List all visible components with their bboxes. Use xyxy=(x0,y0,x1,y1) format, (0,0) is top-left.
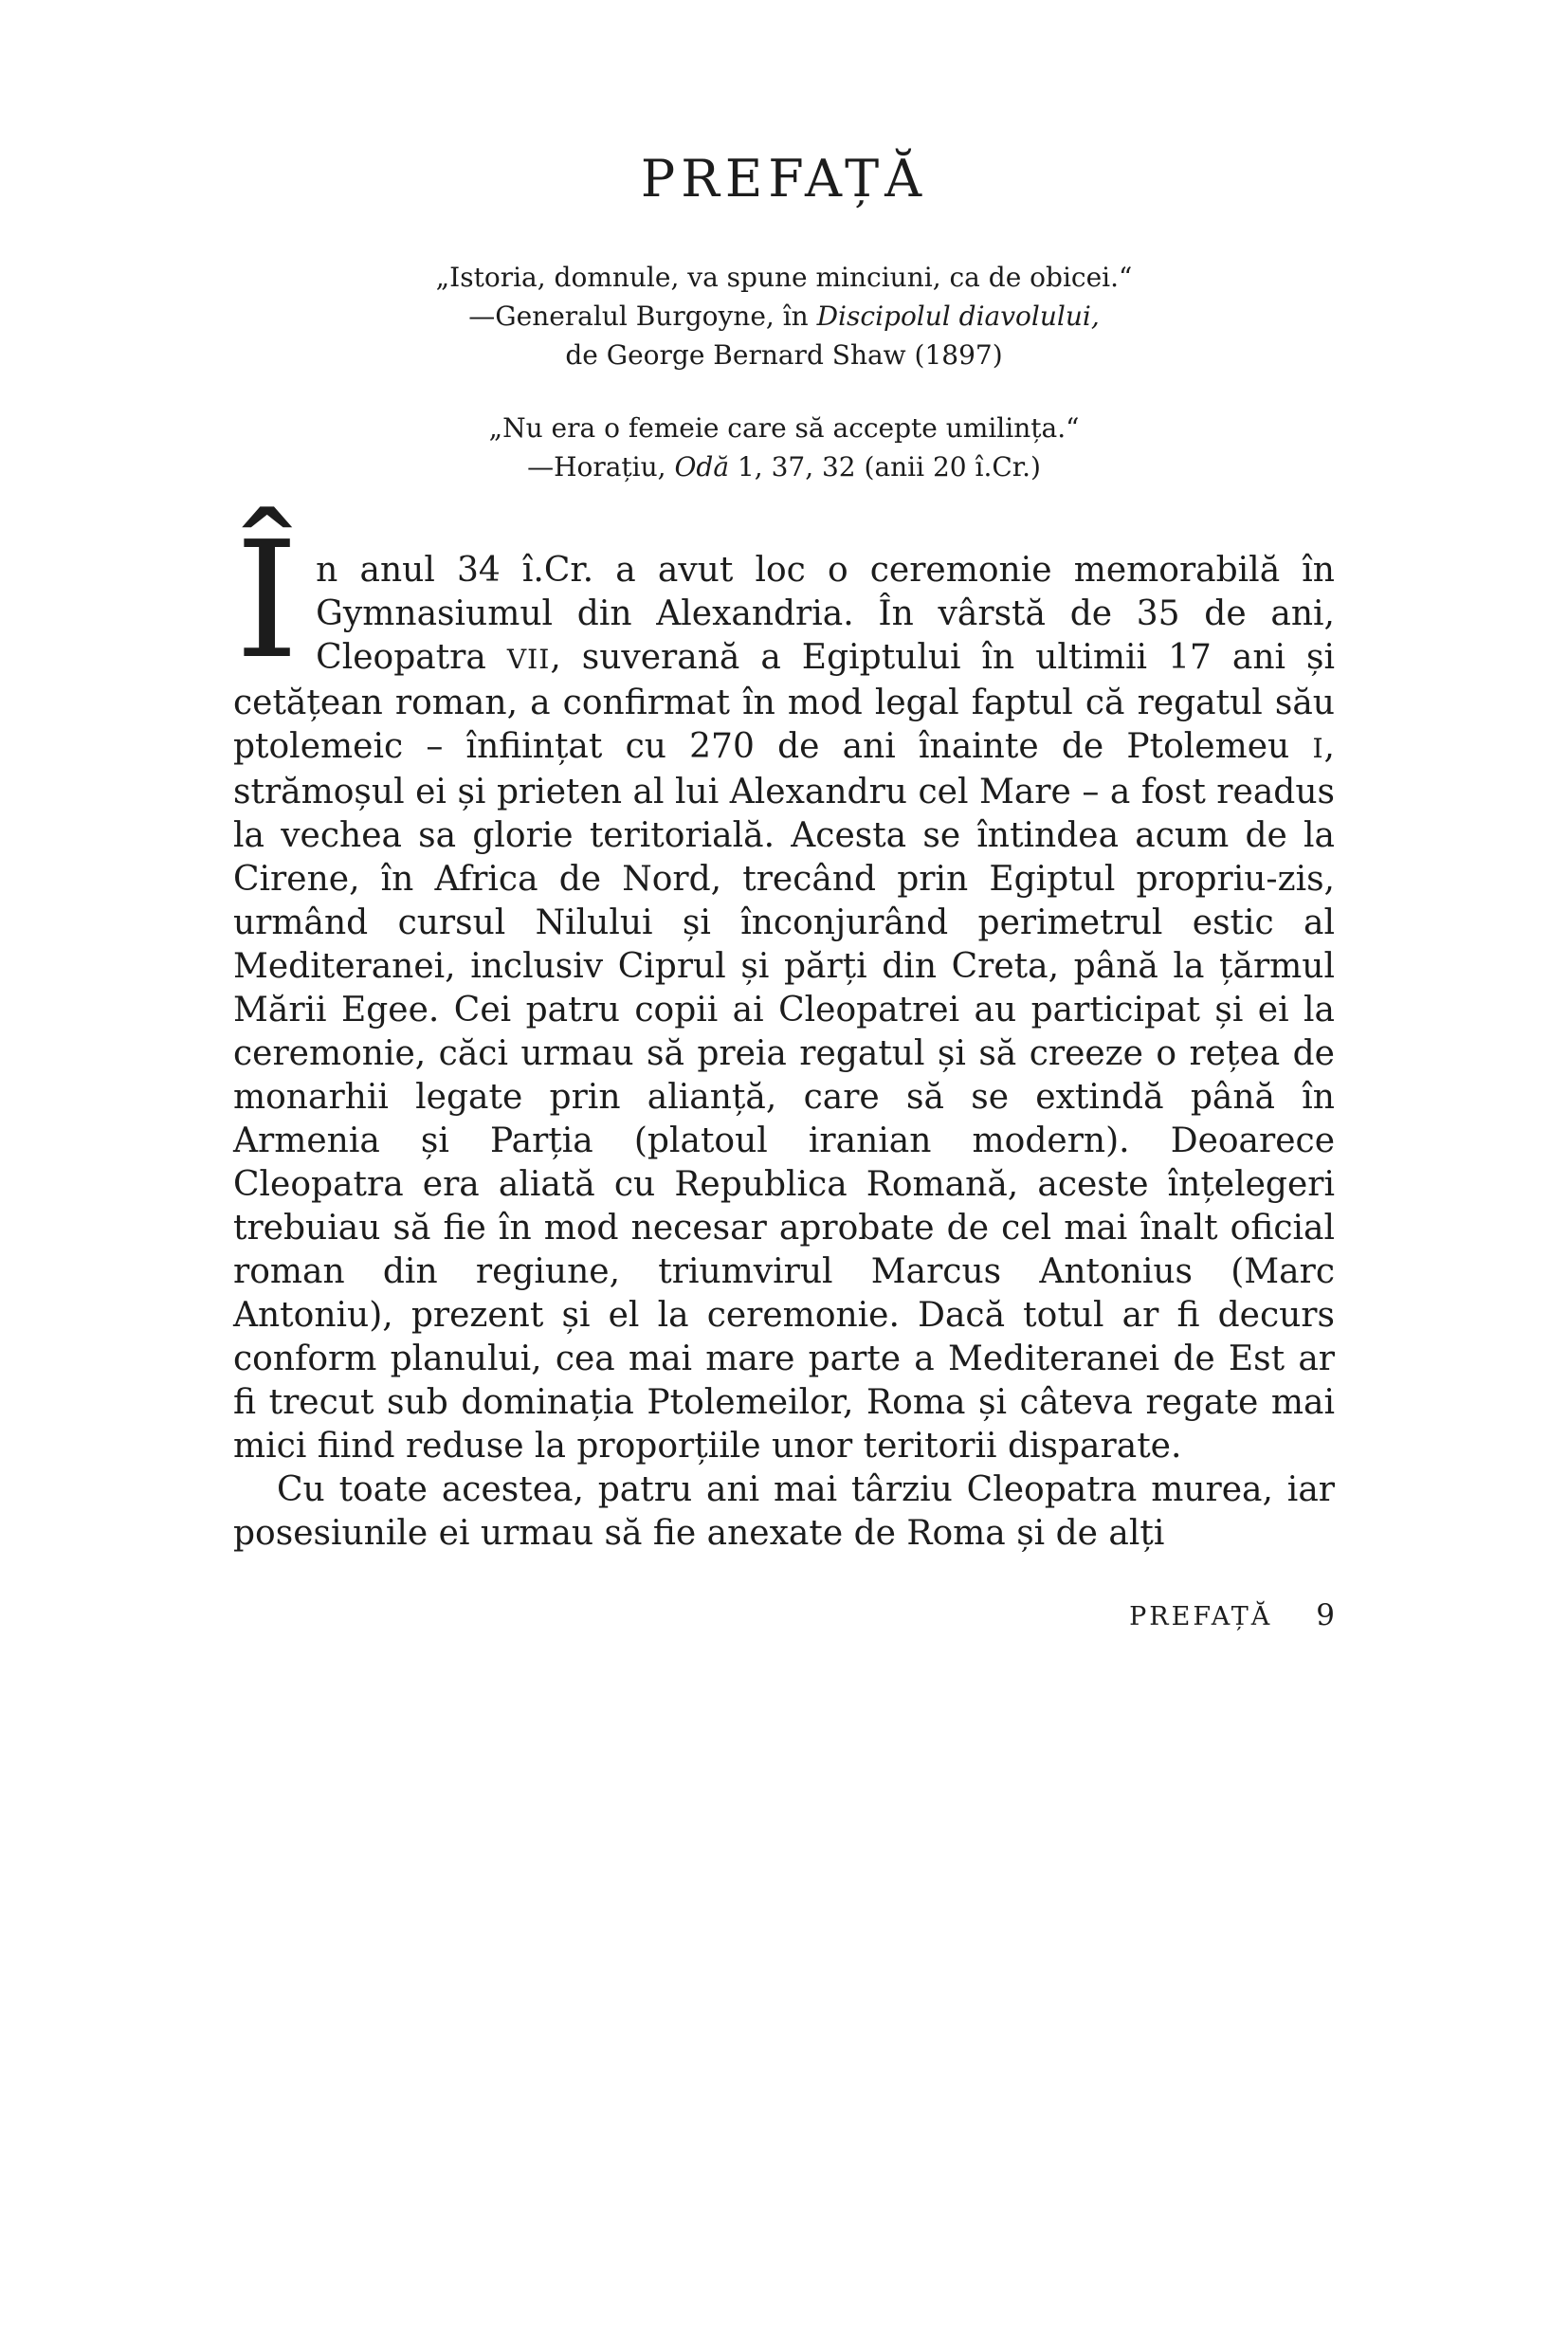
epigraph-horatiu: „Nu era o femeie care să accepte umilința.“ —Horațiu, Odă 1, 37, 32 (anii 20 î.Cr.) xyxy=(488,412,1080,483)
page-title: PREFAȚĂ xyxy=(640,149,928,209)
epigraph-shaw: „Istoria, domnule, va spune minciuni, ca de obicei.“ —Generalul Burgoyne, în Discipolul diavolului, de George Bernard Shaw (1897) xyxy=(435,262,1133,371)
body-paragraph-2: Cu toate acestea, patru ani mai târziu Cleopatra murea, iar posesiunile ei urmau să fie anexate de Roma și de alți xyxy=(233,1470,1335,1553)
running-footer xyxy=(233,1599,1335,1633)
body-paragraph-1-text: n anul 34 î.Cr. a avut loc o ceremonie memorabilă în Gymnasiumul din Alexandria. În vârstă de 35 de ani, Cleopatra VII, suverană a Egiptului în ultimii 17 ani și cetățean roman, a confirmat în mod legal faptul că regatul său ptolemeic – înființat cu 270 de ani înainte de Ptolemeu I, strămoșul ei și prieten al lui Alexandru cel Mare – a fost readus la vechea sa glorie teritorială. Acesta se întindea acum de la Cirene, în Africa de Nord, trecând prin Egiptul propriu-zis, urmând cursul Nilului și înconjurând perimetrul estic al Mediteranei, inclusiv Ciprul și părți din Creta, până la țărmul Mării Egee. Cei patru copii ai Cleopatrei au participat și ei la ceremonie, căci urmau să preia regatul și să creeze o rețea de monarhii legate prin alianță, care să se extindă până în Armenia și Parția (platoul iranian modern). Deoarece Cleopatra era aliată cu Republica Romană, aceste înțelegeri trebuiau să fie în mod necesar aprobate de cel mai înalt oficial roman din regiune, triumvirul Marcus Antonius (Marc Antoniu), prezent și el la ceremonie. Dacă totul ar fi decurs conform planului, cea mai mare parte a Mediteranei de Est ar fi trecut sub dominația Ptolemeilor, Roma și câteva regate mai mici fiind reduse la proporțiile unor teritorii disparate. xyxy=(233,551,1335,1466)
footer-section-label: PREFAȚĂ xyxy=(1129,1602,1273,1631)
text-block xyxy=(233,150,1335,1633)
drop-cap: Î xyxy=(235,507,300,695)
body-paragraph-1 xyxy=(233,507,1335,1468)
footer-page-number: 9 xyxy=(1316,1598,1335,1632)
